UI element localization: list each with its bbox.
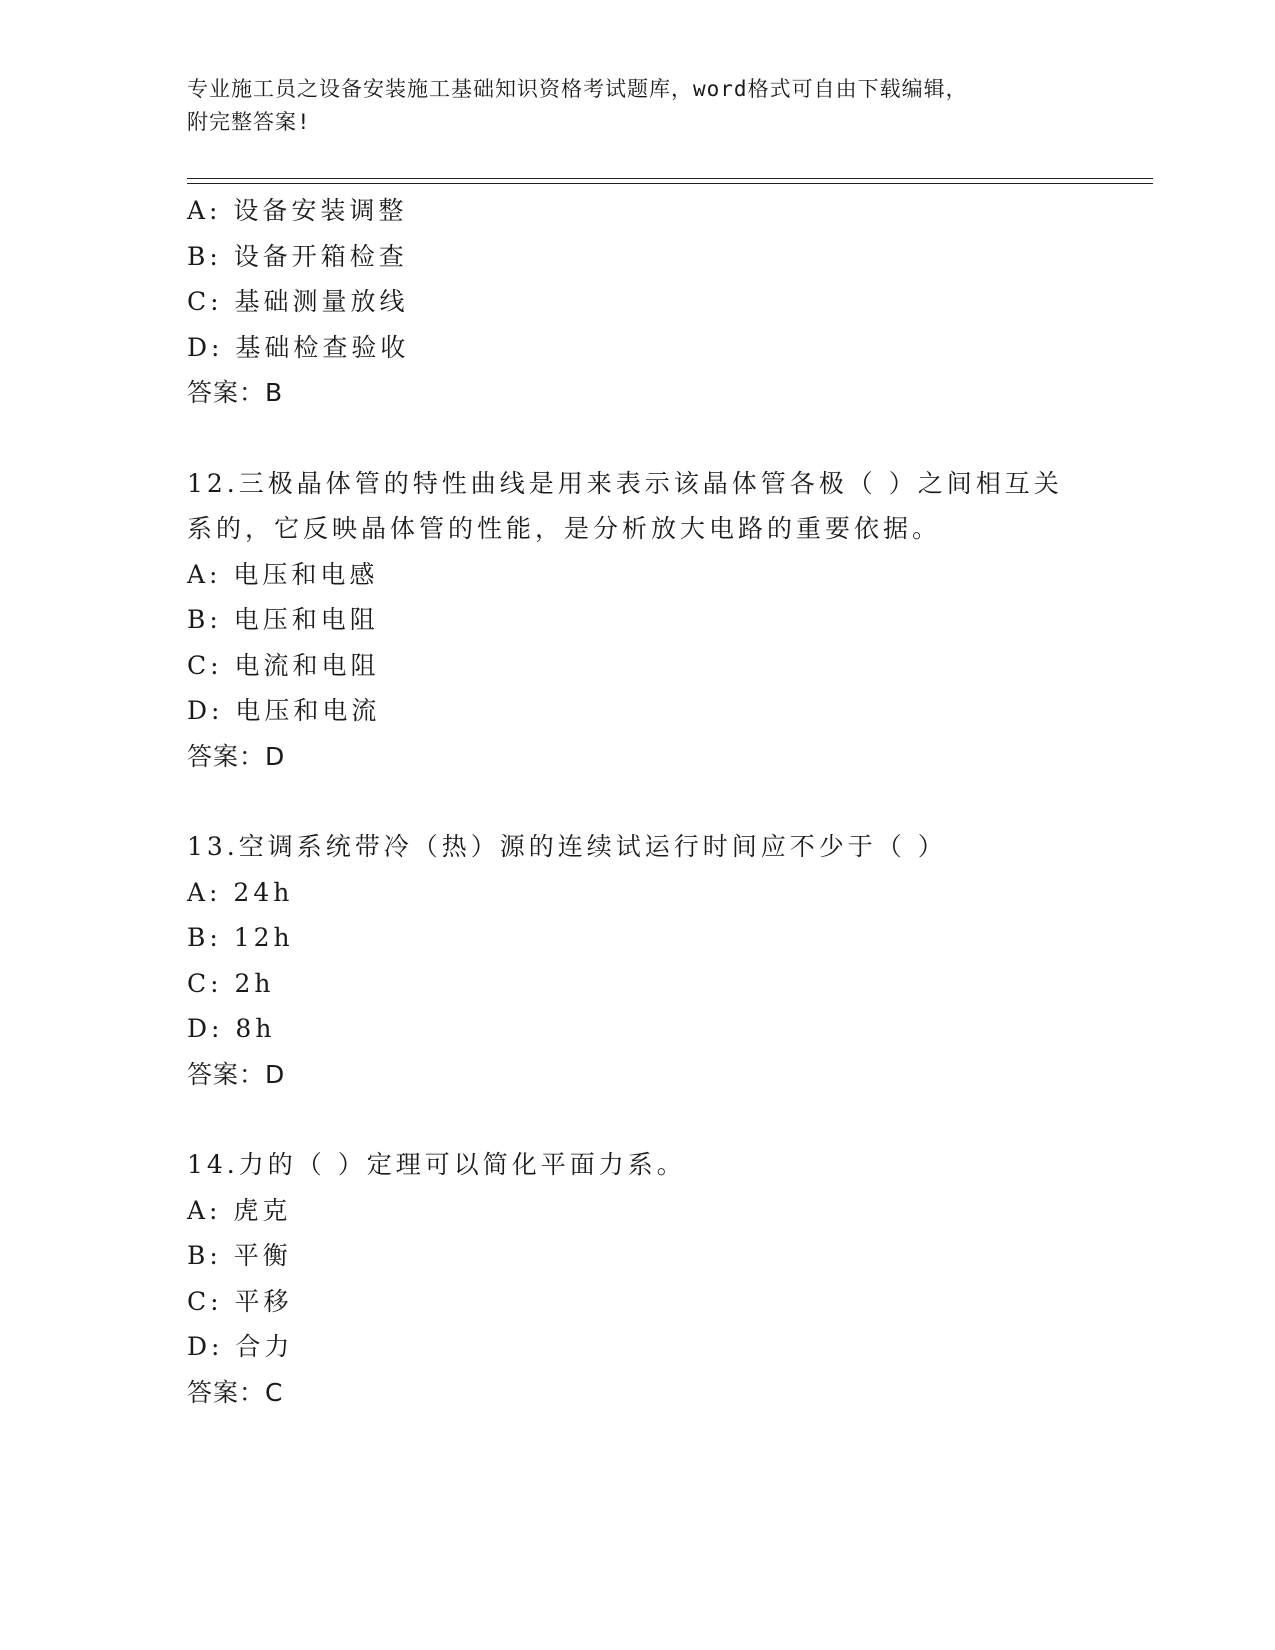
- question-12: [187, 461, 1087, 780]
- header-divider-top: [187, 178, 1153, 179]
- question-content: [187, 188, 1087, 1415]
- option-a: A: 设备安装调整: [187, 196, 408, 225]
- answer-line: 答案：B: [187, 378, 284, 407]
- header-line-2: 附完整答案!: [187, 110, 311, 134]
- option-a: A: 电压和电感: [187, 559, 379, 589]
- document-header: [187, 73, 1067, 139]
- option-c: C: 平移: [187, 1286, 293, 1316]
- option-a: A: 24h: [187, 877, 294, 907]
- header-line-1: 专业施工员之设备安装施工基础知识资格考试题库，word格式可自由下载编辑，: [187, 77, 968, 101]
- question-stem-continued: 系的，它反映晶体管的性能，是分析放大电路的重要依据。: [187, 514, 942, 543]
- option-b: B: 12h: [187, 923, 294, 952]
- option-d: D: 8h: [187, 1014, 276, 1043]
- option-b: B: 电压和电阻: [187, 605, 379, 634]
- question-13: [187, 824, 1087, 1097]
- answer-line: 答案：C: [187, 1377, 284, 1407]
- question-14: [187, 1142, 1087, 1415]
- option-c: C: 2h: [187, 968, 275, 998]
- option-c: C: 基础测量放线: [187, 287, 409, 316]
- question-stem: 13.空调系统带冷（热）源的连续试运行时间应不少于（ ）: [187, 832, 947, 861]
- option-b: B: 设备开箱检查: [187, 241, 408, 271]
- option-d: D: 基础检查验收: [187, 332, 410, 362]
- option-d: D: 合力: [187, 1332, 294, 1361]
- header-divider-bottom: [187, 183, 1153, 184]
- question-stem: 12.三极晶体管的特性曲线是用来表示该晶体管各极（ ）之间相互关: [187, 468, 1063, 498]
- option-d: D: 电压和电流: [187, 696, 381, 725]
- option-a: A: 虎克: [187, 1195, 292, 1225]
- question-11-continued: [187, 188, 1087, 416]
- answer-line: 答案：D: [187, 741, 286, 771]
- option-c: C: 电流和电阻: [187, 650, 380, 680]
- option-b: B: 平衡: [187, 1241, 292, 1270]
- answer-line: 答案：D: [187, 1059, 286, 1089]
- question-stem: 14.力的（ ）定理可以简化平面力系。: [187, 1150, 686, 1179]
